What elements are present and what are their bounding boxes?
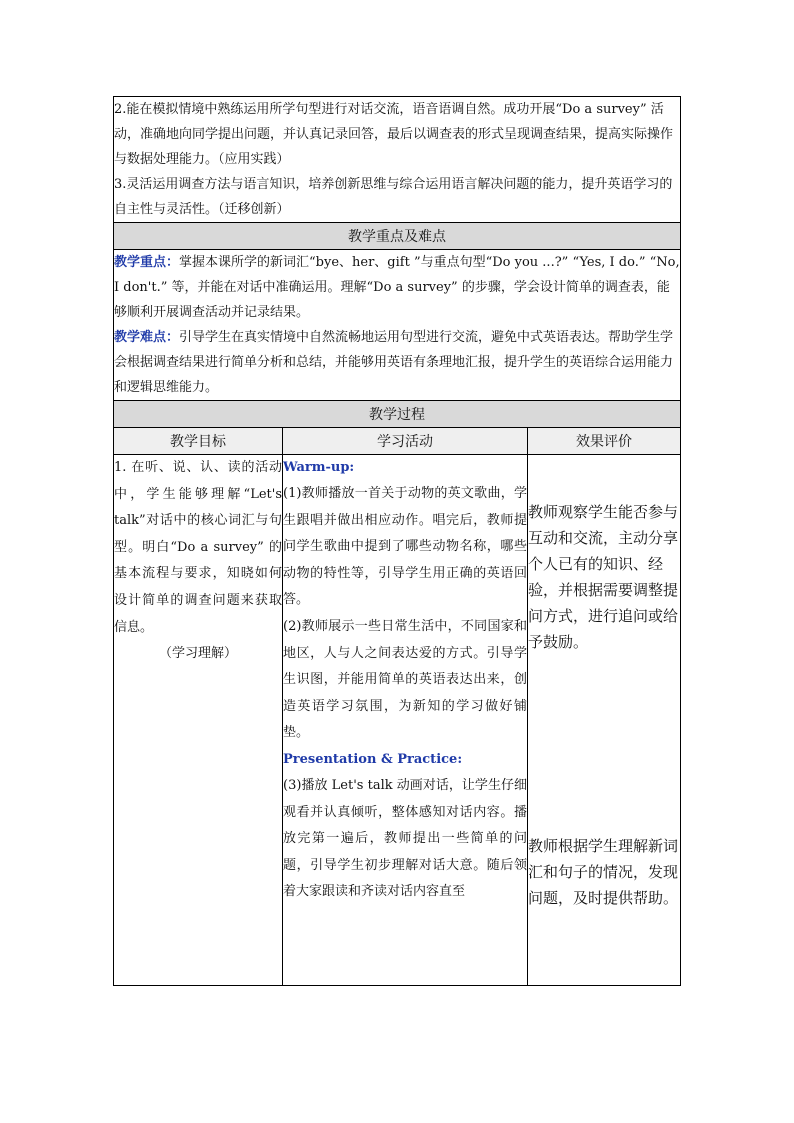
- teaching-focus: [114, 250, 680, 325]
- activity-cell: [283, 455, 528, 986]
- column-header-row: [114, 428, 681, 455]
- column-header-activity: 学习活动: [283, 428, 528, 455]
- evaluation-1: 教师观察学生能否参与互动和交流，主动分享个人已有的知识、经验，并根据需要调整提问方式，进行追问或给予鼓励。: [528, 503, 679, 651]
- column-header-goal: 教学目标: [114, 428, 283, 455]
- activity-step-3: (3)播放 Let's talk 动画对话，让学生仔细观看并认真倾听，整体感知对话内容。播放完第一遍后，教师提出一些简单的问题，引导学生初步理解对话大意。随后领着大家跟读和齐读对话内容直至: [283, 777, 527, 900]
- activity-step-2: (2)教师展示一些日常生活中，不同国家和地区，人与人之间表达爱的方式。引导学生识图，并能用简单的英语表达出来，创造英语学习氛围，为新知的学习做好铺垫。: [283, 618, 527, 741]
- difficulty-text: 引导学生在真实情境中自然流畅地运用句型进行交流，避免中式英语表达。帮助学生学会根据调查结果进行简单分析和总结，并能够用英语有条理地汇报，提升学生的英语综合运用能力和逻辑思维能力。: [114, 330, 674, 395]
- objectives-row: [114, 97, 681, 223]
- key-points-header-row: [114, 223, 681, 250]
- evaluation-2: 教师根据学生理解新词汇和句子的情况，发现问题，及时提供帮助。: [528, 837, 679, 907]
- warmup-label: Warm-up:: [283, 460, 355, 475]
- goal-tag: （学习理解）: [158, 646, 237, 662]
- activity-step-1: (1)教师播放一首关于动物的英文歌曲，学生跟唱并做出相应动作。唱完后，教师提问学生歌曲中提到了哪些动物名称，哪些动物的特性等，引导学生用正确的英语回答。: [283, 486, 527, 608]
- process-row: [114, 455, 681, 986]
- objective-item-2: 2.能在模拟情境中熟练运用所学句型进行对话交流，语音语调自然。成功开展“Do a survey” 活动，准确地向同学提出问题，并认真记录回答，最后以调查表的形式呈现调查结果，提高实际操作与数据处理能力。（应用实践）: [114, 102, 674, 167]
- key-points-header: 教学重点及难点: [114, 223, 681, 250]
- presentation-label: Presentation & Practice:: [283, 751, 463, 767]
- column-header-evaluation: 效果评价: [528, 428, 681, 455]
- process-header: 教学过程: [114, 401, 681, 428]
- evaluation-cell: [528, 455, 681, 986]
- key-points-row: [114, 250, 681, 401]
- objective-item-3: 3.灵活运用调查方法与语言知识，培养创新思维与综合运用语言解决问题的能力，提升英语学习的自主性与灵活性。（迁移创新）: [114, 177, 673, 217]
- key-points-cell: [114, 250, 681, 401]
- process-header-row: [114, 401, 681, 428]
- lesson-plan-table: [113, 96, 681, 986]
- focus-label: 教学重点：: [114, 255, 180, 270]
- difficulty-label: 教学难点：: [114, 330, 180, 345]
- goal-text: 1. 在听、说、认、读的活动中，学生能够理解“Let's talk”对话中的核心词汇与句型。明白“Do a survey” 的基本流程与要求，知晓如何设计简单的调查问题来获取信息。: [114, 460, 282, 635]
- focus-text: 掌握本课所学的新词汇“bye、her、gift ”与重点句型“Do you ...?” “Yes, I do.” “No, I don't.” 等，并能在对话中准确运用。理解“Do a survey” 的步骤，学会设计简单的调查表，能够顺利开展调查活动并记录结果。: [114, 255, 680, 320]
- teaching-difficulty: [114, 325, 680, 400]
- goal-cell: [114, 455, 283, 986]
- objectives-cell: [114, 97, 681, 223]
